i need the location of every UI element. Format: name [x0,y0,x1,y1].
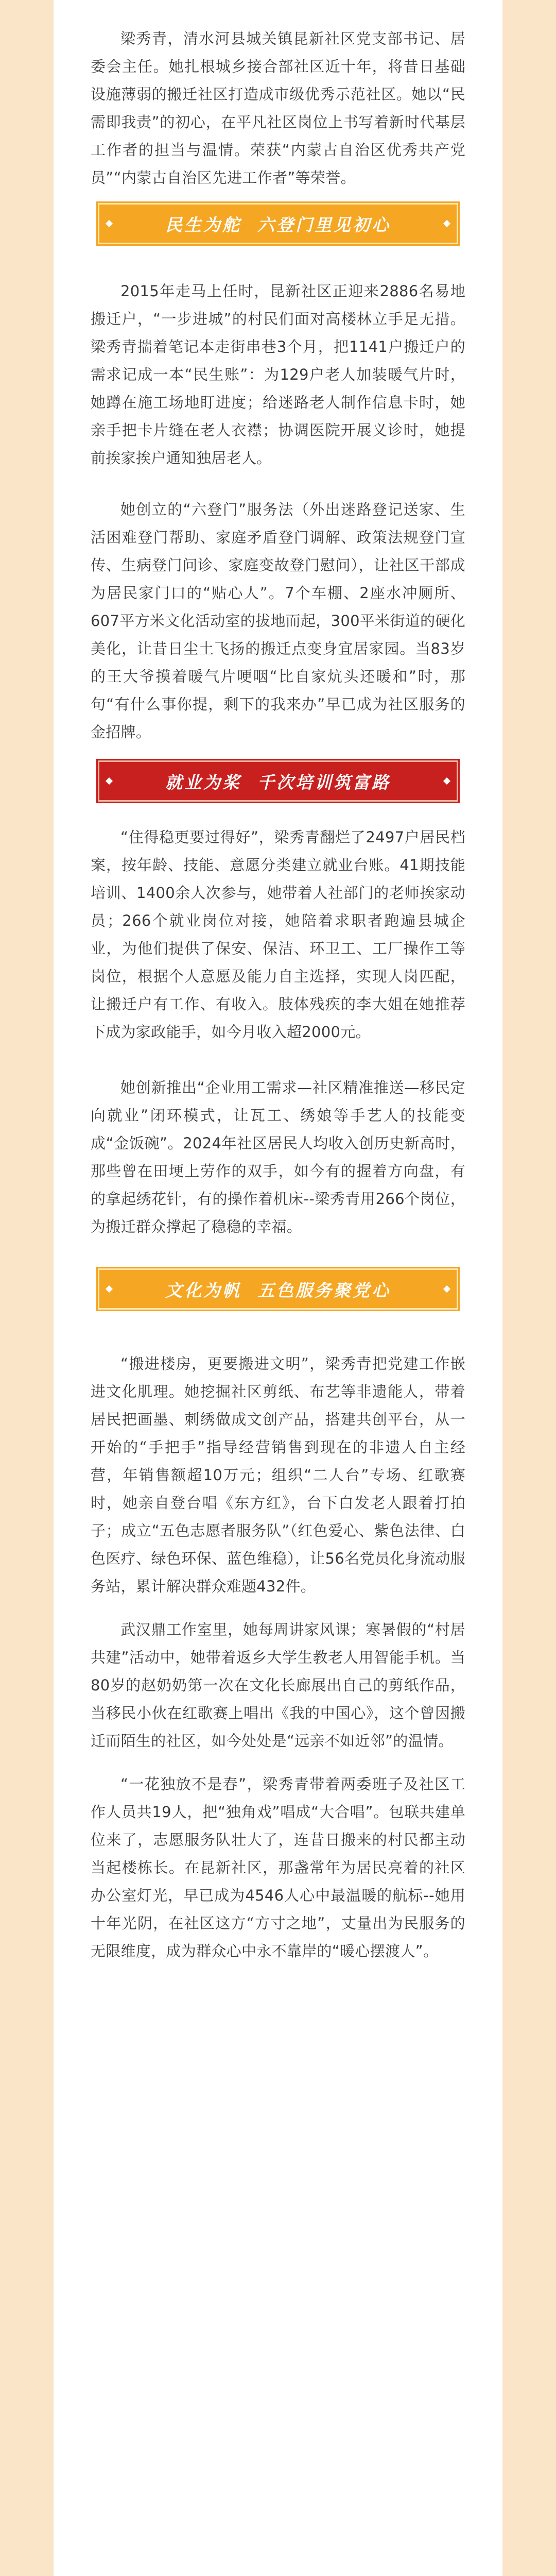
section-banner-livelihood [91,195,465,252]
intro-paragraph: 梁秀青，清水河县城关镇昆新社区党支部书记、居委会主任。她扎根城乡接合部社区近十年，将昔日基础设施薄弱的搬迁社区打造成市级优秀示范社区。她以“民需即我责”的初心，在平凡社区岗位上书写着新时代基层工作者的担当与温情。荣获“内蒙古自治区优秀共产党员”“内蒙古自治区先进工作者”等荣誉。 [91,30,465,187]
section1-paragraph-1: 2015年走马上任时，昆新社区正迎来2886名易地搬迁户，“一步进城”的村民们面对高楼林立手足无措。梁秀青揣着笔记本走街串巷3个月，把1141户搬迁户的需求记成一本“民生账”：为129户老人加装暖气片时，她蹲在施工场地盯进度；给迷路老人制作信息卡时，她亲手把卡片缝在老人衣襟；协调医院开展义诊时，她提前挨家挨户通知独居老人。 [91,282,465,467]
diamond-ornament-icon [443,1285,450,1293]
section-banner-employment [91,752,465,810]
section3-paragraph-2: 武汉鼎工作室里，她每周讲家风课；寒暑假的“村居共建”活动中，她带着返乡大学生教老人用智能手机。当80岁的赵奶奶第一次在文化长廊展出自己的剪纸作品，当移民小伙在红歌赛上唱出《我的中国心》，这个曾因搬迁而陌生的社区，如今处处是“远亲不如近邻”的温情。 [91,1621,465,1750]
diamond-ornament-icon [443,777,450,785]
banner-title: 就业为桨 千次培训筑富路 [165,772,391,792]
banner-title: 文化为帆 五色服务聚党心 [165,1280,391,1300]
diamond-ornament-icon [106,777,113,785]
section-banner-culture [91,1260,465,1318]
banner-box [98,203,458,244]
section2-paragraph-1: “住得稳更要过得好”，梁秀青翻烂了2497户居民档案，按年龄、技能、意愿分类建立就业台账。41期技能培训、1400余人次参与，她带着人社部门的老师挨家动员；266个就业岗位对接，她陪着求职者跑遍县城企业，为他们提供了保安、保洁、环卫工、工厂操作工等岗位，根据个人意愿及能力自主选择，实现人岗匹配，让搬迁户有工作、有收入。肢体残疾的李大姐在她推荐下成为家政能手，如今月收入超2000元。 [91,828,465,1041]
banner-box [98,1268,458,1310]
diamond-ornament-icon [443,220,450,227]
diamond-ornament-icon [106,1285,113,1293]
banner-box [98,760,458,802]
section1-paragraph-2: 她创立的“六登门”服务法（外出迷路登记送家、生活困难登门帮助、家庭矛盾登门调解、政策法规登门宣传、生病登门问诊、家庭变故登门慰问），让社区干部成为居民家门口的“贴心人”。7个车棚、2座水冲厕所、607平方米文化活动室的拔地而起，300平米街道的硬化美化，让昔日尘土飞扬的搬迁点变身宜居家园。当83岁的王大爷摸着暖气片哽咽“比自家炕头还暖和”时，那句“有什么事你提，剩下的我来办”早已成为社区服务的金招牌。 [91,501,465,741]
section3-paragraph-1: “搬进楼房，更要搬进文明”，梁秀青把党建工作嵌进文化肌理。她挖掘社区剪纸、布艺等非遗能人，带着居民把画墨、刺绣做成文创产品，搭建共创平台，从一开始的“手把手”指导经营销售到现在的非遗人自主经营，年销售额超10万元；组织“二人台”专场、红歌赛时，她亲自登台唱《东方红》，台下白发老人跟着打拍子；成立“五色志愿者服务队”（红色爱心、紫色法律、白色医疗、绿色环保、蓝色维稳），让56名党员化身流动服务站，累计解决群众难题432件。 [91,1355,465,1595]
diamond-ornament-icon [106,220,113,227]
section3-paragraph-3: “一花独放不是春”，梁秀青带着两委班子及社区工作人员共19人，把“独角戏”唱成“大合唱”。包联共建单位来了，志愿服务队壮大了，连昔日搬来的村民都主动当起楼栋长。在昆新社区，那盏常年为居民亮着的社区办公室灯光，早已成为4546人心中最温暖的航标--她用十年光阴，在社区这方“方寸之地”，丈量出为民服务的无限维度，成为群众心中永不靠岸的“暖心摆渡人”。 [91,1775,465,1960]
article-card [54,0,502,2576]
banner-title: 民生为舵 六登门里见初心 [165,214,391,235]
section2-paragraph-2: 她创新推出“企业用工需求—社区精准推送—移民定向就业”闭环模式，让瓦工、绣娘等手艺人的技能变成“金饭碗”。2024年社区居民人均收入创历史新高时，那些曾在田埂上劳作的双手，如今有的握着方向盘，有的拿起绣花针，有的操作着机床--梁秀青用266个岗位，为搬迁群众撑起了稳稳的幸福。 [91,1079,465,1235]
